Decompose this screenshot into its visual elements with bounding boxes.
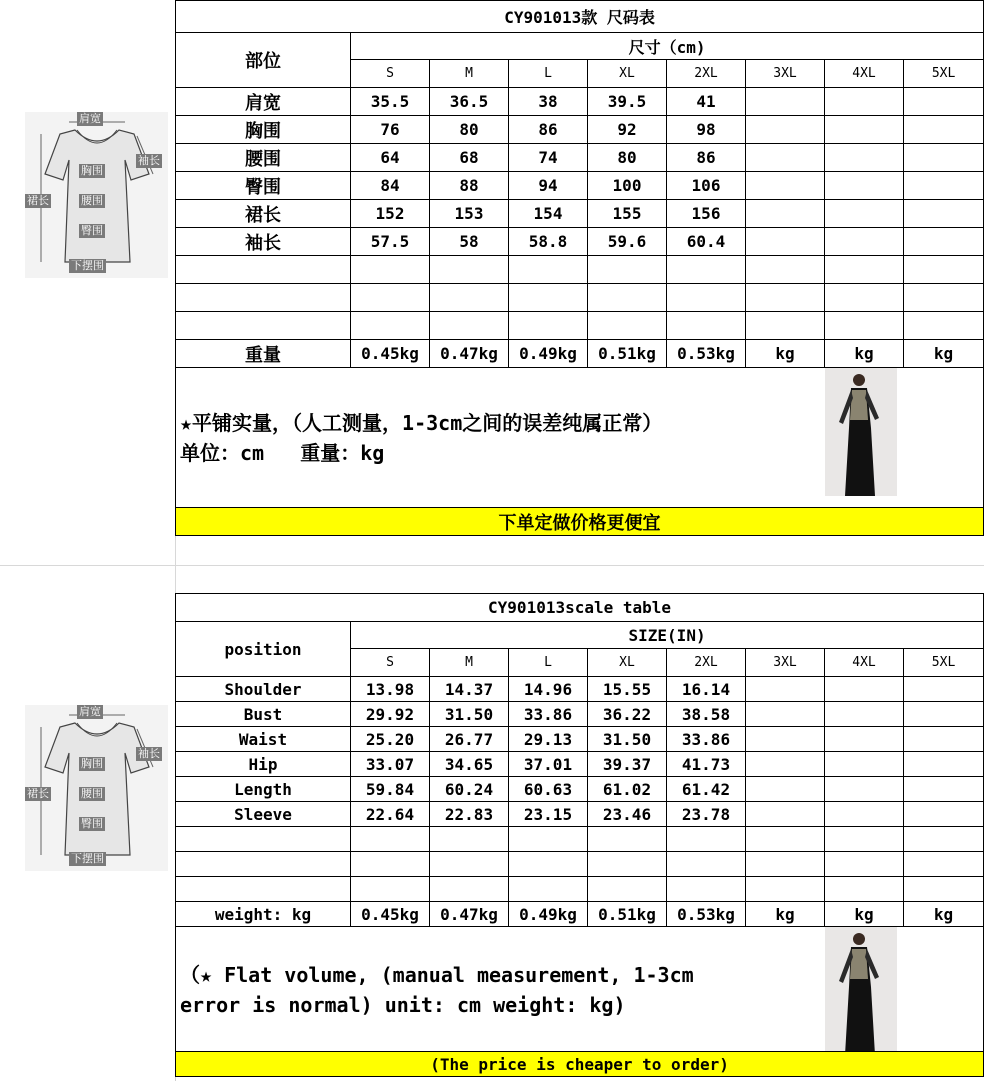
sheet-separator	[175, 538, 176, 593]
cell: 41.73	[667, 752, 746, 777]
cell: 26.77	[430, 727, 509, 752]
sheet-separator	[0, 565, 984, 566]
cell: 92	[588, 116, 667, 144]
cell: 156	[667, 200, 746, 228]
diagram-label-bust: 胸围	[81, 757, 103, 770]
cell: 23.46	[588, 802, 667, 827]
en-size-table	[175, 593, 984, 1077]
diagram-label-hem: 下摆围	[71, 852, 104, 865]
cell	[746, 172, 825, 200]
cell: 88	[430, 172, 509, 200]
cn-measure-rows	[176, 88, 984, 368]
cell: 31.50	[430, 702, 509, 727]
table-row	[176, 802, 984, 827]
cell: 76	[351, 116, 430, 144]
cell: 86	[667, 144, 746, 172]
cell: 64	[351, 144, 430, 172]
diagram-label-waist: 腰围	[81, 194, 103, 207]
cell: 35.5	[351, 88, 430, 116]
table-row	[176, 677, 984, 702]
cell: 38	[509, 88, 588, 116]
weight-cell: 0.49kg	[509, 902, 588, 927]
en-measure-rows	[176, 677, 984, 927]
model-photo-icon	[825, 927, 897, 1052]
row-label: 袖长	[176, 228, 351, 256]
table-row	[176, 200, 984, 228]
cell	[904, 727, 984, 752]
cell: 61.42	[667, 777, 746, 802]
cell: 60.24	[430, 777, 509, 802]
cell	[746, 200, 825, 228]
row-label: Hip	[176, 752, 351, 777]
cn-position-header: 部位	[176, 33, 351, 88]
cell: 33.07	[351, 752, 430, 777]
table-row	[176, 752, 984, 777]
cn-size-3xl: 3XL	[746, 60, 825, 88]
cell: 58.8	[509, 228, 588, 256]
cell	[825, 677, 904, 702]
cn-product-photo	[825, 368, 897, 496]
cell: 74	[509, 144, 588, 172]
weight-cell: kg	[904, 902, 984, 927]
diagram-label-bust: 胸围	[81, 164, 103, 177]
row-label: Shoulder	[176, 677, 351, 702]
cell: 15.55	[588, 677, 667, 702]
weight-row	[176, 340, 984, 368]
empty-row	[176, 827, 984, 852]
cell: 16.14	[667, 677, 746, 702]
empty-row	[176, 312, 984, 340]
table-row	[176, 116, 984, 144]
cell	[904, 802, 984, 827]
cell	[746, 88, 825, 116]
cn-note-text: ★平铺实量，（人工测量，1-3cm之间的误差纯属正常） 单位：cm 重量：kg	[180, 411, 663, 465]
cell: 36.22	[588, 702, 667, 727]
en-size-4xl: 4XL	[825, 649, 904, 677]
cn-dress-diagram	[25, 112, 168, 278]
cn-size-table	[175, 0, 984, 536]
en-size-sheet	[0, 593, 984, 1081]
cn-size-xl: XL	[588, 60, 667, 88]
en-size-5xl: 5XL	[904, 649, 984, 677]
cell	[746, 702, 825, 727]
cell: 68	[430, 144, 509, 172]
cell: 38.58	[667, 702, 746, 727]
empty-row	[176, 852, 984, 877]
weight-cell: kg	[746, 902, 825, 927]
en-size-xl: XL	[588, 649, 667, 677]
table-row	[176, 144, 984, 172]
weight-cell: 0.45kg	[351, 902, 430, 927]
en-dress-diagram	[25, 705, 168, 871]
cell: 36.5	[430, 88, 509, 116]
cn-size-sheet	[0, 0, 984, 538]
cell: 100	[588, 172, 667, 200]
weight-cell: 0.53kg	[667, 902, 746, 927]
cell	[825, 727, 904, 752]
weight-row	[176, 902, 984, 927]
cell	[825, 702, 904, 727]
row-label: Sleeve	[176, 802, 351, 827]
cell	[904, 88, 984, 116]
cell: 14.96	[509, 677, 588, 702]
cell: 37.01	[509, 752, 588, 777]
weight-cell: kg	[825, 902, 904, 927]
cell: 34.65	[430, 752, 509, 777]
cell: 23.78	[667, 802, 746, 827]
cell: 155	[588, 200, 667, 228]
table-row	[176, 777, 984, 802]
cell	[904, 172, 984, 200]
en-size-unit-header: SIZE(IN)	[351, 622, 984, 649]
cn-size-2xl: 2XL	[667, 60, 746, 88]
cell: 84	[351, 172, 430, 200]
cell	[825, 116, 904, 144]
cell: 153	[430, 200, 509, 228]
cell: 22.64	[351, 802, 430, 827]
diagram-label-length: 裙长	[27, 194, 49, 207]
row-label: 肩宽	[176, 88, 351, 116]
weight-cell: kg	[825, 340, 904, 368]
row-label: Bust	[176, 702, 351, 727]
cell	[746, 752, 825, 777]
cell	[904, 702, 984, 727]
cn-price-banner: 下单定做价格更便宜	[176, 508, 984, 536]
cell	[825, 172, 904, 200]
cell	[825, 802, 904, 827]
diagram-label-waist: 腰围	[81, 787, 103, 800]
cell	[904, 200, 984, 228]
cell	[904, 752, 984, 777]
en-position-header: position	[176, 622, 351, 677]
cell: 152	[351, 200, 430, 228]
cn-size-m: M	[430, 60, 509, 88]
cell: 59.6	[588, 228, 667, 256]
en-note-text: （★ Flat volume, (manual measurement, 1-3cm error is normal) unit: cm weight: kg)	[180, 963, 694, 1017]
cell	[904, 777, 984, 802]
cell: 154	[509, 200, 588, 228]
en-table-title: CY901013scale table	[176, 594, 984, 622]
cell: 58	[430, 228, 509, 256]
weight-cell: 0.51kg	[588, 902, 667, 927]
cn-size-unit-header: 尺寸（cm)	[351, 33, 984, 60]
row-label: 胸围	[176, 116, 351, 144]
cell: 29.92	[351, 702, 430, 727]
cn-size-4xl: 4XL	[825, 60, 904, 88]
empty-row	[176, 284, 984, 312]
cell: 33.86	[667, 727, 746, 752]
cell: 61.02	[588, 777, 667, 802]
empty-row	[176, 256, 984, 284]
diagram-label-hip: 臀围	[81, 224, 103, 237]
table-row	[176, 228, 984, 256]
en-note-cell	[176, 927, 984, 1052]
cell: 13.98	[351, 677, 430, 702]
cell	[904, 677, 984, 702]
cn-table-title: CY901013款 尺码表	[176, 1, 984, 33]
cell	[825, 777, 904, 802]
cell: 23.15	[509, 802, 588, 827]
cn-note-cell	[176, 368, 984, 508]
cell: 22.83	[430, 802, 509, 827]
cell	[825, 200, 904, 228]
en-price-banner: (The price is cheaper to order)	[176, 1052, 984, 1077]
weight-cell: 0.47kg	[430, 902, 509, 927]
cell	[746, 777, 825, 802]
row-label: 臀围	[176, 172, 351, 200]
cell: 80	[430, 116, 509, 144]
table-row	[176, 172, 984, 200]
cell: 57.5	[351, 228, 430, 256]
cell	[825, 88, 904, 116]
diagram-label-sleeve: 袖长	[138, 747, 160, 760]
cell: 33.86	[509, 702, 588, 727]
cell	[825, 228, 904, 256]
cn-size-s: S	[351, 60, 430, 88]
en-size-2xl: 2XL	[667, 649, 746, 677]
cell: 41	[667, 88, 746, 116]
cell: 60.4	[667, 228, 746, 256]
cell	[904, 116, 984, 144]
table-row	[176, 702, 984, 727]
empty-row	[176, 877, 984, 902]
cell: 106	[667, 172, 746, 200]
en-size-l: L	[509, 649, 588, 677]
row-label: Waist	[176, 727, 351, 752]
diagram-label-hem: 下摆围	[71, 259, 104, 272]
en-size-m: M	[430, 649, 509, 677]
cell: 86	[509, 116, 588, 144]
cell	[746, 727, 825, 752]
row-label: Length	[176, 777, 351, 802]
weight-label: 重量	[176, 340, 351, 368]
diagram-label-length: 裙长	[27, 787, 49, 800]
cell: 39.5	[588, 88, 667, 116]
cell	[904, 144, 984, 172]
diagram-label-hip: 臀围	[81, 817, 103, 830]
cell	[746, 677, 825, 702]
cell: 29.13	[509, 727, 588, 752]
en-size-3xl: 3XL	[746, 649, 825, 677]
cell	[904, 228, 984, 256]
cell	[825, 752, 904, 777]
row-label: 裙长	[176, 200, 351, 228]
cn-size-5xl: 5XL	[904, 60, 984, 88]
cell	[746, 116, 825, 144]
model-photo-icon	[825, 368, 897, 496]
weight-cell: 0.45kg	[351, 340, 430, 368]
en-size-s: S	[351, 649, 430, 677]
cell	[825, 144, 904, 172]
cell: 59.84	[351, 777, 430, 802]
diagram-label-sleeve: 袖长	[138, 154, 160, 167]
cn-size-l: L	[509, 60, 588, 88]
cell: 14.37	[430, 677, 509, 702]
cell: 80	[588, 144, 667, 172]
table-row	[176, 88, 984, 116]
weight-label: weight: kg	[176, 902, 351, 927]
cell: 25.20	[351, 727, 430, 752]
weight-cell: 0.49kg	[509, 340, 588, 368]
weight-cell: 0.53kg	[667, 340, 746, 368]
cell: 60.63	[509, 777, 588, 802]
cell	[746, 228, 825, 256]
cell	[746, 802, 825, 827]
weight-cell: 0.47kg	[430, 340, 509, 368]
diagram-label-shoulder: 肩宽	[79, 705, 101, 718]
cell	[746, 144, 825, 172]
en-product-photo	[825, 927, 897, 1052]
diagram-label-shoulder: 肩宽	[79, 112, 101, 125]
weight-cell: kg	[904, 340, 984, 368]
table-row	[176, 727, 984, 752]
weight-cell: 0.51kg	[588, 340, 667, 368]
cell: 39.37	[588, 752, 667, 777]
cell: 98	[667, 116, 746, 144]
weight-cell: kg	[746, 340, 825, 368]
row-label: 腰围	[176, 144, 351, 172]
cell: 31.50	[588, 727, 667, 752]
cell: 94	[509, 172, 588, 200]
